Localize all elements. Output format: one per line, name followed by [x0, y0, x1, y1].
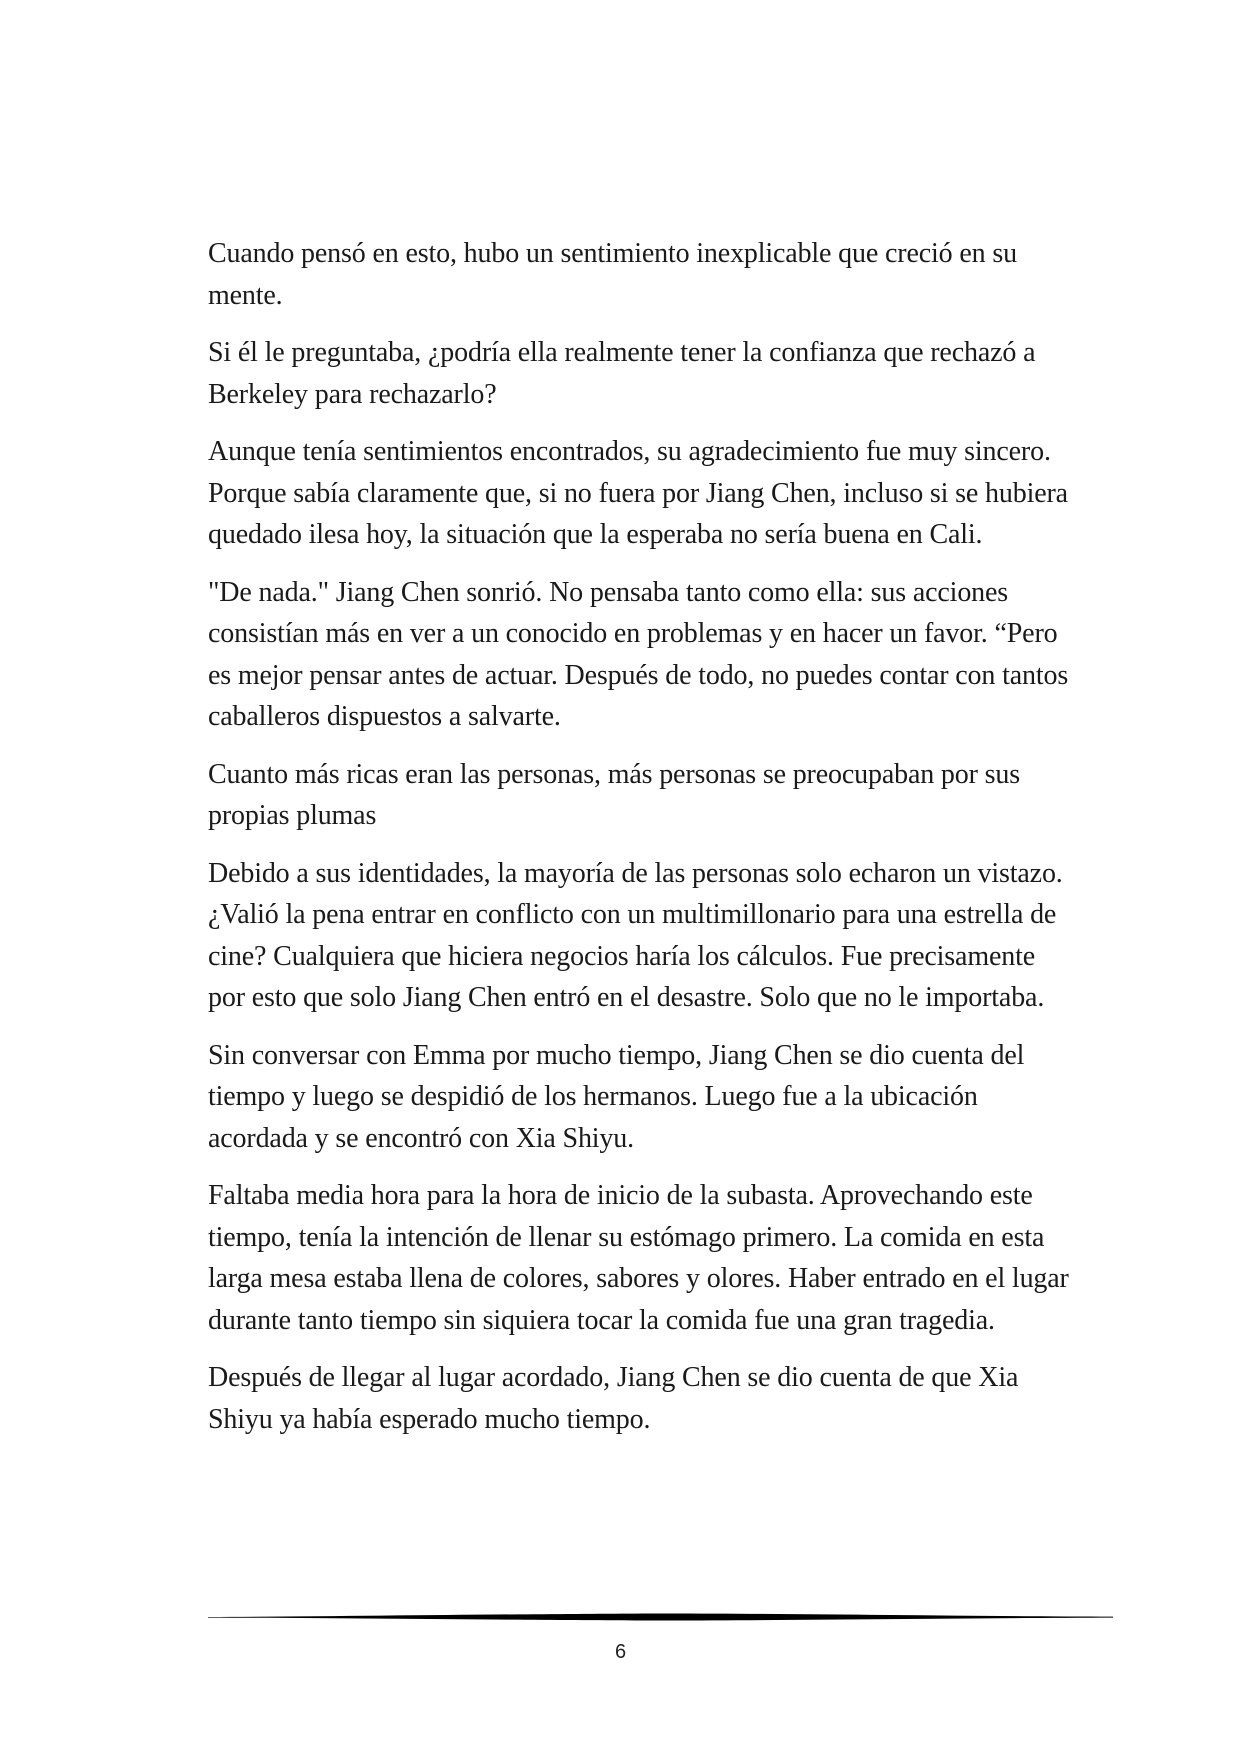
paragraph: Debido a sus identidades, la mayoría de las personas solo echaron un vistazo. ¿Valió la pena entrar en conflicto con un multimillonario para una estrella de cine? Cualquiera que hiciera negocios haría los cálculos. Fue precisamente por esto que solo Jiang Chen entró en el desastre. Solo que no le importaba. — [208, 857, 1063, 1013]
paragraph: Después de llegar al lugar acordado, Jiang Chen se dio cuenta de que Xia Shiyu ya había esperado mucho tiempo. — [208, 1362, 1019, 1435]
paragraph: Faltaba media hora para la hora de inicio de la subasta. Aprovechando este tiempo, tenía la intención de llenar su estómago primero. La comida en esta larga mesa estaba llena de colores, sabores y olores. Haber entrado en el lugar durante tanto tiempo sin siquiera tocar la comida fue una gran tragedia. — [208, 1180, 1069, 1336]
footer-divider — [208, 1610, 1113, 1624]
page-number: 6 — [614, 1641, 627, 1663]
paragraph: Cuanto más ricas eran las personas, más personas se preocupaban por sus propias plumas — [208, 758, 1021, 831]
paragraph: Cuando pensó en esto, hubo un sentimiento inexplicable que creció en su mente. — [208, 238, 1017, 311]
paragraph: Sin conversar con Emma por mucho tiempo, Jiang Chen se dio cuenta del tiempo y luego se despidió de los hermanos. Luego fue a la ubicación acordada y se encontró con Xia Shiyu. — [208, 1039, 1025, 1154]
paragraph: Si él le preguntaba, ¿podría ella realmente tener la confianza que rechazó a Berkeley para rechazarlo? — [208, 337, 1036, 410]
paragraph: Aunque tenía sentimientos encontrados, su agradecimiento fue muy sincero. Porque sabía claramente que, si no fuera por Jiang Chen, incluso si se hubiera quedado ilesa hoy, la situación que la esperaba no sería buena en Cali. — [208, 436, 1068, 550]
paragraph: "De nada." Jiang Chen sonrió. No pensaba tanto como ella: sus acciones consistían más en ver a un conocido en problemas y en hacer un favor. “Pero es mejor pensar antes de actuar. Después de todo, no puedes contar con tantos caballeros dispuestos a salvarte. — [208, 576, 1069, 732]
body-text — [208, 233, 1078, 1456]
